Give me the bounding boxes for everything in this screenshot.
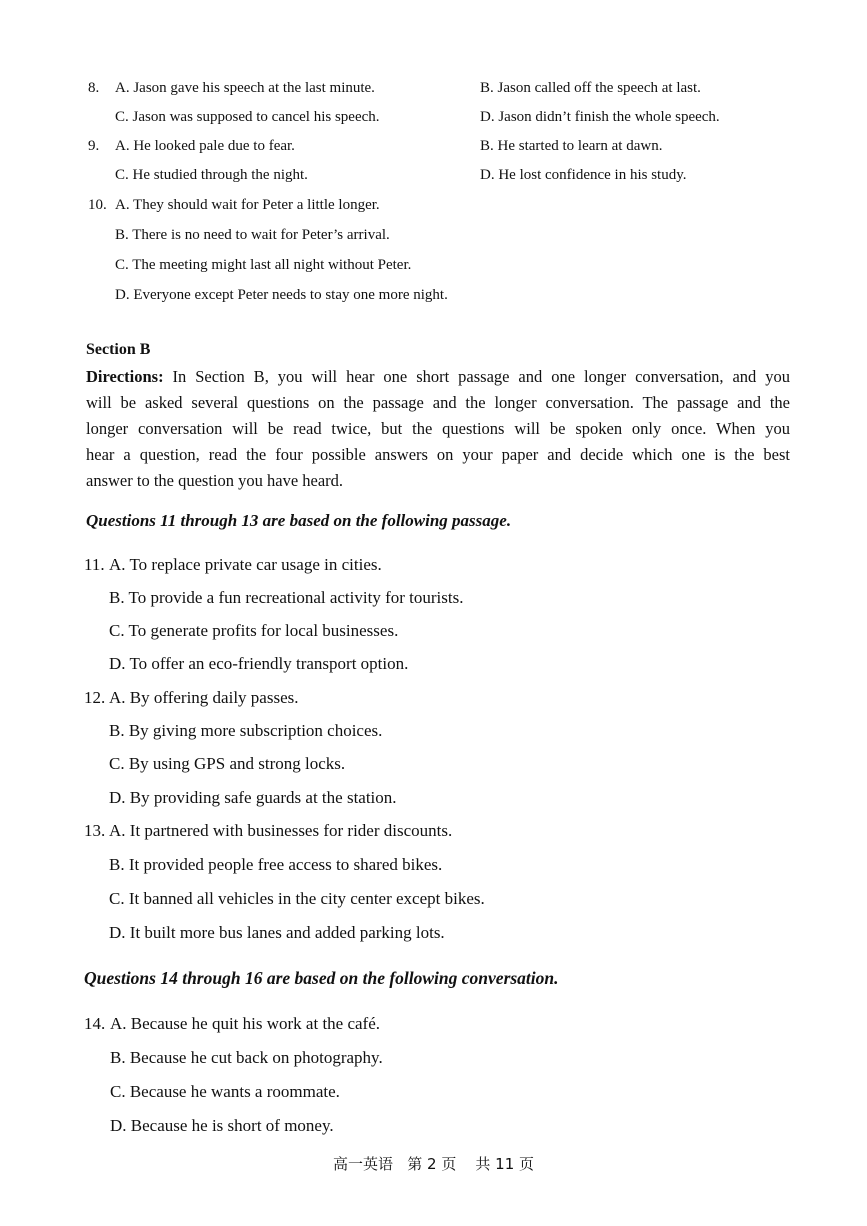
option-b: B. To provide a fun recreational activity for tourists. — [109, 588, 464, 607]
question-number: 12. — [84, 688, 106, 707]
option-b: B. By giving more subscription choices. — [109, 721, 383, 740]
directions-line: will be asked several questions on the passage and the longer conversation. The passage and the — [86, 393, 790, 412]
question-number: 8. — [88, 80, 100, 96]
option-d: D. He lost confidence in his study. — [480, 167, 687, 183]
option-b: B. There is no need to wait for Peter’s arrival. — [115, 227, 390, 243]
option-d: D. To offer an eco-friendly transport option. — [109, 654, 409, 673]
option-b: B. Because he cut back on photography. — [110, 1048, 383, 1067]
option-a: A. Because he quit his work at the café. — [110, 1014, 381, 1033]
option-a: A. By offering daily passes. — [109, 688, 299, 707]
option-d: D. Because he is short of money. — [110, 1116, 334, 1135]
option-a: A. To replace private car usage in cities. — [109, 555, 382, 574]
question-number: 9. — [88, 138, 100, 154]
directions-line: longer conversation will be read twice, but the questions will be spoken only once. When you — [86, 419, 790, 438]
question-number: 10. — [88, 197, 107, 213]
option-b: B. He started to learn at dawn. — [480, 138, 663, 154]
question-number: 13. — [84, 821, 106, 840]
option-d: D. By providing safe guards at the station. — [109, 788, 397, 807]
directions-label: Directions: — [86, 367, 164, 386]
option-a: A. It partnered with businesses for rider discounts. — [109, 821, 453, 840]
page-footer: 高一英语 第 2 页 共 11 页 — [332, 1155, 535, 1173]
directions-line: answer to the question you have heard. — [86, 471, 344, 490]
option-c: C. He studied through the night. — [115, 167, 308, 183]
option-d: D. Everyone except Peter needs to stay one more night. — [115, 287, 448, 303]
question-group-heading: Questions 11 through 13 are based on the following passage. — [86, 511, 512, 530]
option-a: A. They should wait for Peter a little longer. — [115, 197, 380, 213]
question-number: 11. — [84, 555, 105, 574]
question-group-heading: Questions 14 through 16 are based on the following conversation. — [84, 968, 559, 988]
option-c: C. It banned all vehicles in the city center except bikes. — [109, 889, 485, 908]
directions-text: In Section B, you will hear one short passage and one longer conversation, and you — [163, 367, 790, 386]
directions-line — [86, 364, 790, 390]
option-c: C. Because he wants a roommate. — [110, 1082, 340, 1101]
option-d: D. Jason didn’t finish the whole speech. — [480, 109, 720, 125]
option-c: C. By using GPS and strong locks. — [109, 754, 346, 773]
option-d: D. It built more bus lanes and added parking lots. — [109, 923, 445, 942]
option-c: C. The meeting might last all night without Peter. — [115, 257, 412, 273]
option-a: A. Jason gave his speech at the last minute. — [115, 80, 375, 96]
option-c: C. Jason was supposed to cancel his speech. — [115, 109, 380, 125]
directions-line: hear a question, read the four possible answers on your paper and decide which one is the best — [86, 445, 790, 464]
section-title: Section B — [86, 341, 151, 358]
option-c: C. To generate profits for local businesses. — [109, 621, 399, 640]
option-a: A. He looked pale due to fear. — [115, 138, 295, 154]
question-number: 14. — [84, 1014, 106, 1033]
option-b: B. Jason called off the speech at last. — [480, 80, 701, 96]
option-b: B. It provided people free access to shared bikes. — [109, 855, 443, 874]
